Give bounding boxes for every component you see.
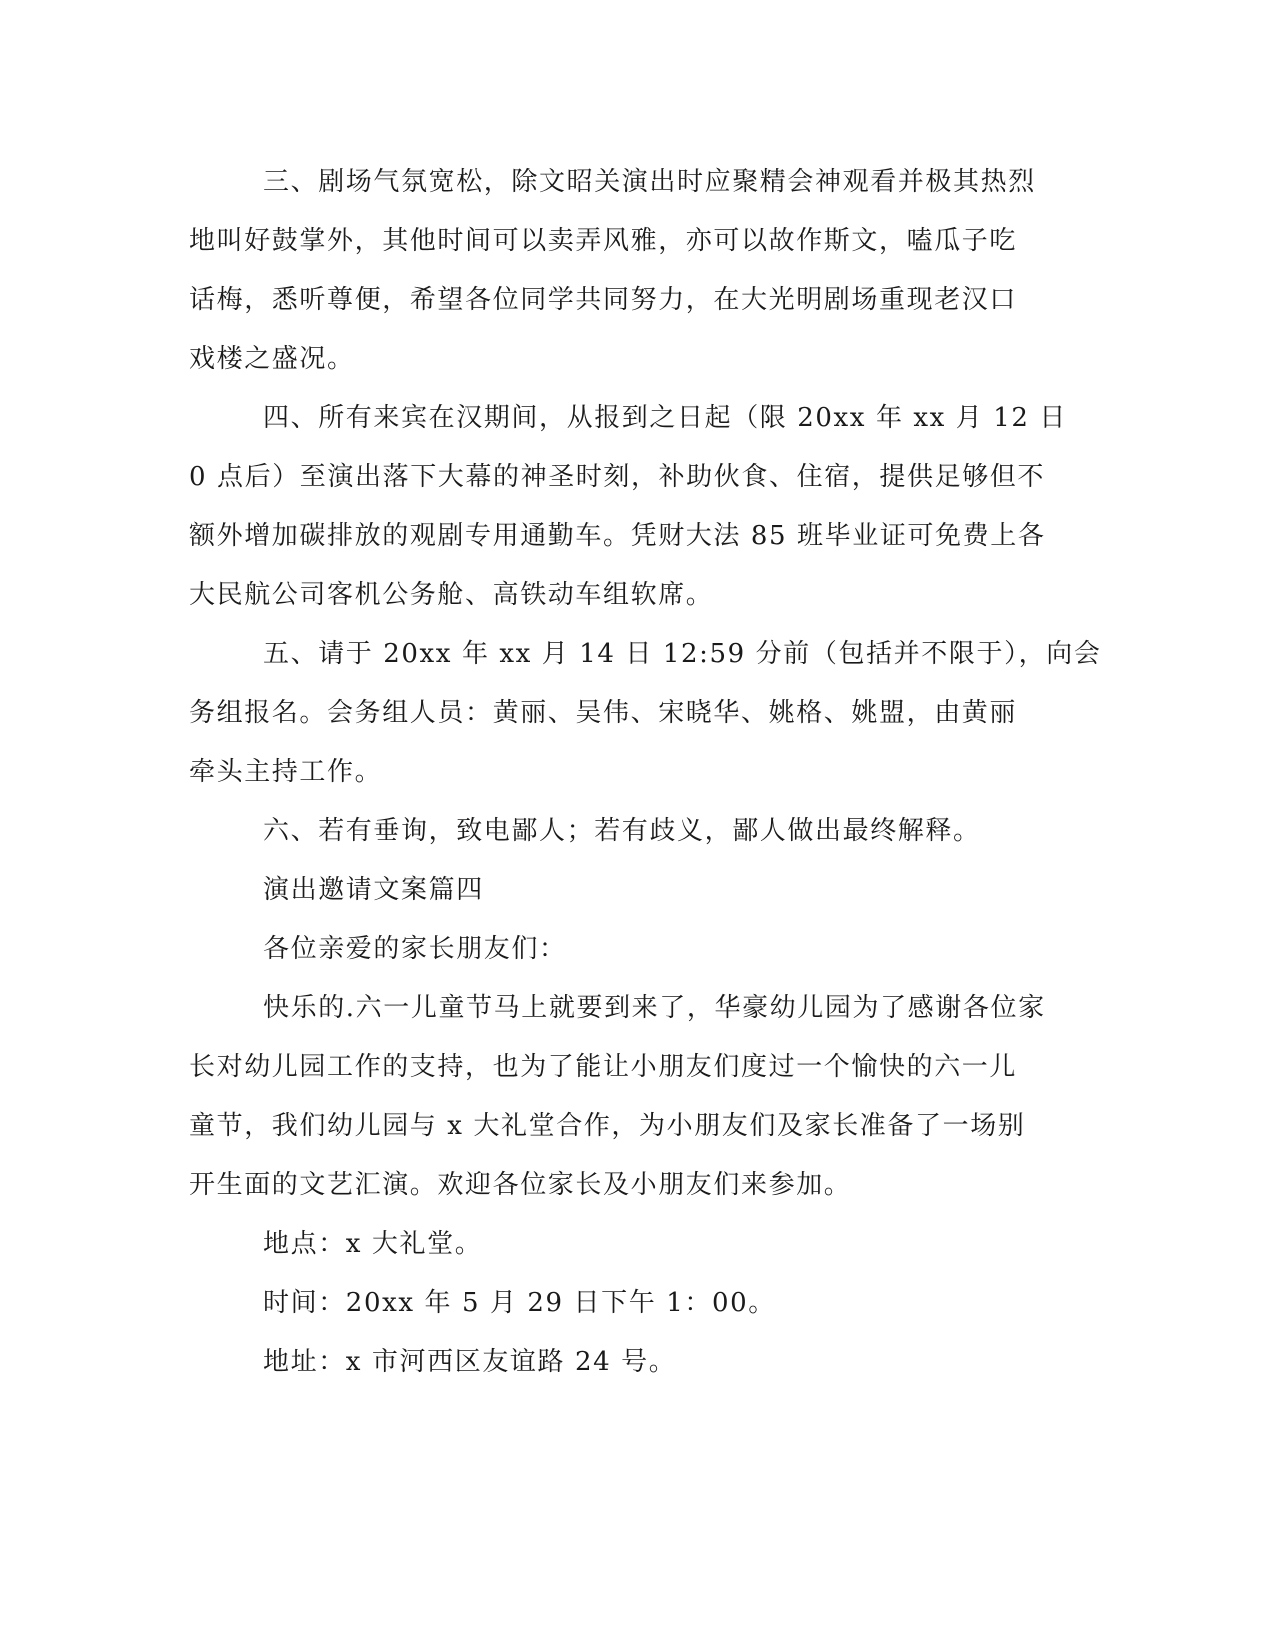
paragraph-four-line-1: 四、所有来宾在汉期间，从报到之日起（限 20xx 年 xx 月 12 日 [263, 403, 1068, 433]
paragraph-three-line-2: 地叫好鼓掌外，其他时间可以卖弄风雅，亦可以故作斯文，嗑瓜子吃 [189, 226, 1018, 256]
section-heading: 演出邀请文案篇四 [263, 875, 484, 905]
venue-line: 地点：x 大礼堂。 [263, 1229, 483, 1259]
paragraph-four-line-3: 额外增加碳排放的观剧专用通勤车。凭财大法 85 班毕业证可免费上各 [189, 521, 1046, 551]
paragraph-five-line-2: 务组报名。会务组人员：黄丽、吴伟、宋晓华、姚格、姚盟，由黄丽 [189, 698, 1018, 728]
paragraph-four-line-4: 大民航公司客机公务舱、高铁动车组软席。 [189, 580, 714, 610]
invitation-line-1: 快乐的.六一儿童节马上就要到来了，华豪幼儿园为了感谢各位家 [263, 993, 1046, 1023]
paragraph-five-line-1: 五、请于 20xx 年 xx 月 14 日 12:59 分前（包括并不限于），向会 [263, 639, 1102, 669]
paragraph-three-line-3: 话梅，悉听尊便，希望各位同学共同努力，在大光明剧场重现老汉口 [189, 285, 1018, 315]
salutation: 各位亲爱的家长朋友们： [263, 934, 567, 964]
paragraph-three-line-1: 三、剧场气氛宽松，除文昭关演出时应聚精会神观看并极其热烈 [263, 167, 1036, 197]
invitation-line-3: 童节，我们幼儿园与 x 大礼堂合作，为小朋友们及家长准备了一场别 [189, 1111, 1026, 1141]
paragraph-five-line-3: 牵头主持工作。 [189, 757, 383, 787]
invitation-line-2: 长对幼儿园工作的支持，也为了能让小朋友们度过一个愉快的六一儿 [189, 1052, 1018, 1082]
invitation-line-4: 开生面的文艺汇演。欢迎各位家长及小朋友们来参加。 [189, 1170, 852, 1200]
address-line: 地址：x 市河西区友谊路 24 号。 [263, 1347, 677, 1377]
time-line: 时间：20xx 年 5 月 29 日下午 1：00。 [263, 1288, 776, 1318]
paragraph-six: 六、若有垂询，致电鄙人；若有歧义，鄙人做出最终解释。 [263, 816, 981, 846]
paragraph-four-line-2: 0 点后）至演出落下大幕的神圣时刻，补助伙食、住宿，提供足够但不 [189, 462, 1046, 492]
paragraph-three-line-4: 戏楼之盛况。 [189, 344, 355, 374]
